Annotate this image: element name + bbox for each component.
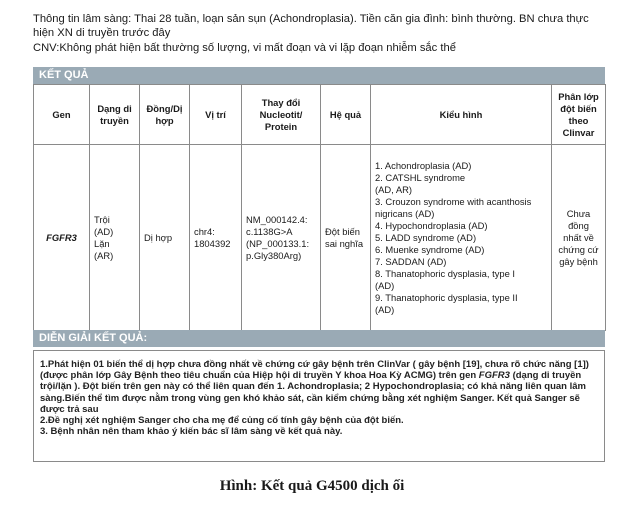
- phenotype-item: (AD): [375, 279, 395, 291]
- clinvar-cell: [552, 145, 606, 331]
- interpretation-paragraph-2: 2.Đề nghị xét nghiệm Sanger cho cha mẹ để củng cố tính gây bệnh của đột biến.: [40, 415, 404, 427]
- clinvar-line: đồng: [568, 219, 589, 231]
- clinvar-line: nhất về: [563, 231, 594, 243]
- col-header-inheritance: Dạng di truyền: [90, 85, 140, 145]
- phenotype-item: 5. LADD syndrome (AD): [375, 231, 477, 243]
- inheritance-line: Lặn: [94, 237, 110, 249]
- clinvar-line: chứng cứ: [558, 243, 599, 255]
- gene-name: FGFR3: [478, 370, 510, 382]
- phenotype-item: (AD): [375, 303, 395, 315]
- change-line: NM_000142.4:: [246, 213, 308, 225]
- location-line: chr4:: [194, 225, 215, 237]
- phenotype-item: (AD, AR): [375, 183, 412, 195]
- effect-line: sai nghĩa: [325, 237, 364, 249]
- figure-caption: Hình: Kết quả G4500 dịch ối: [219, 478, 405, 494]
- col-header-location: Vị trí: [190, 85, 242, 145]
- clinvar-line: gây bệnh: [559, 255, 598, 267]
- phenotype-item: 8. Thanatophoric dysplasia, type I: [375, 267, 516, 279]
- table-row: [34, 145, 606, 331]
- interpretation-header-label: DIỄN GIẢI KẾT QUẢ:: [39, 332, 148, 344]
- effect-cell: [321, 145, 371, 331]
- phenotype-cell: [371, 145, 552, 331]
- inheritance-cell: [90, 145, 140, 331]
- col-header-effect: Hệ quả: [321, 85, 371, 145]
- interpretation-header-bar: [33, 330, 605, 347]
- phenotype-item: 1. Achondroplasia (AD): [375, 159, 472, 171]
- inheritance-line: (AD): [94, 225, 114, 237]
- change-line: c.1138G>A: [246, 225, 293, 237]
- col-header-phenotype: Kiểu hình: [371, 85, 552, 145]
- interpretation-text: 1.Phát hiện 01 biến thể dị hợp chưa đồng nhất về chứng cứ gây bệnh trên ClinVar ( gây bệnh [19], chưa rõ chức năng [1]) (được phân lớp Gây Bệnh theo tiêu chuẩn của Hiệp hội di truyền Y khoa Hoa Kỳ ACMG) trên gen: [40, 359, 589, 382]
- phenotype-item: 7. SADDAN (AD): [375, 255, 447, 267]
- col-header-change: Thay đổi Nucleotit/ Protein: [242, 85, 321, 145]
- interpretation-text: (dạng di truyền trội/lặn ). Đột biến trên gen này có thể liên quan đến 1. Achondroplasia; 2 Hypochondroplasia; có khả năng liên quan lâm sàng.Biến thể tìm được nằm trong vùng gen khó khảo sát, cần kiểm chứng bằng xét nghiệm Sanger. Kết quả Sanger sẽ được trả sau: [40, 370, 586, 415]
- cnv-result-text: CNV:Không phát hiện bất thường số lượng, vi mất đoạn và vi lặp đoạn nhiễm sắc thể: [33, 41, 456, 54]
- clinical-info-text: Thông tin lâm sàng: Thai 28 tuần, loạn sản sụn (Achondroplasia). Tiền căn gia đình: bình thường. BN chưa thực hiện XN di truyền trước đây: [33, 13, 589, 40]
- location-line: 1804392: [194, 237, 231, 249]
- phenotype-item: 9. Thanatophoric dysplasia, type II: [375, 291, 518, 303]
- gene-cell: FGFR3: [34, 145, 90, 331]
- table-header-row: [34, 85, 606, 145]
- results-header-label: KẾT QUẢ: [39, 69, 89, 81]
- results-header-bar: [33, 67, 605, 84]
- inheritance-line: Trội: [94, 213, 110, 225]
- phenotype-item: 2. CATSHL syndrome: [375, 171, 466, 183]
- zygosity-cell: Dị hợp: [140, 145, 190, 331]
- col-header-zygosity: Đồng/Dị hợp: [140, 85, 190, 145]
- phenotype-item: 6. Muenke syndrome (AD): [375, 243, 485, 255]
- phenotype-list: [371, 157, 551, 319]
- interpretation-box: [33, 350, 605, 462]
- col-header-gene: Gen: [34, 85, 90, 145]
- phenotype-item: 3. Crouzon syndrome with acanthosis: [375, 195, 532, 207]
- inheritance-line: (AR): [94, 249, 114, 261]
- phenotype-item: nigricans (AD): [375, 207, 435, 219]
- clinical-info: [33, 12, 608, 55]
- location-cell: [190, 145, 242, 331]
- change-line: (NP_000133.1:: [246, 237, 310, 249]
- phenotype-item: 4. Hypochondroplasia (AD): [375, 219, 488, 231]
- change-cell: [242, 145, 321, 331]
- change-line: p.Gly380Arg): [246, 249, 302, 261]
- interpretation-paragraph-3: 3. Bệnh nhân nên tham khảo ý kiến bác sĩ lâm sàng về kết quả này.: [40, 426, 343, 438]
- col-header-clinvar: Phân lớp đột biến theo Clinvar: [552, 85, 606, 145]
- interpretation-paragraph-1: [40, 359, 598, 415]
- results-table: [33, 84, 606, 331]
- effect-line: Đột biến: [325, 225, 360, 237]
- clinvar-line: Chưa: [566, 207, 591, 219]
